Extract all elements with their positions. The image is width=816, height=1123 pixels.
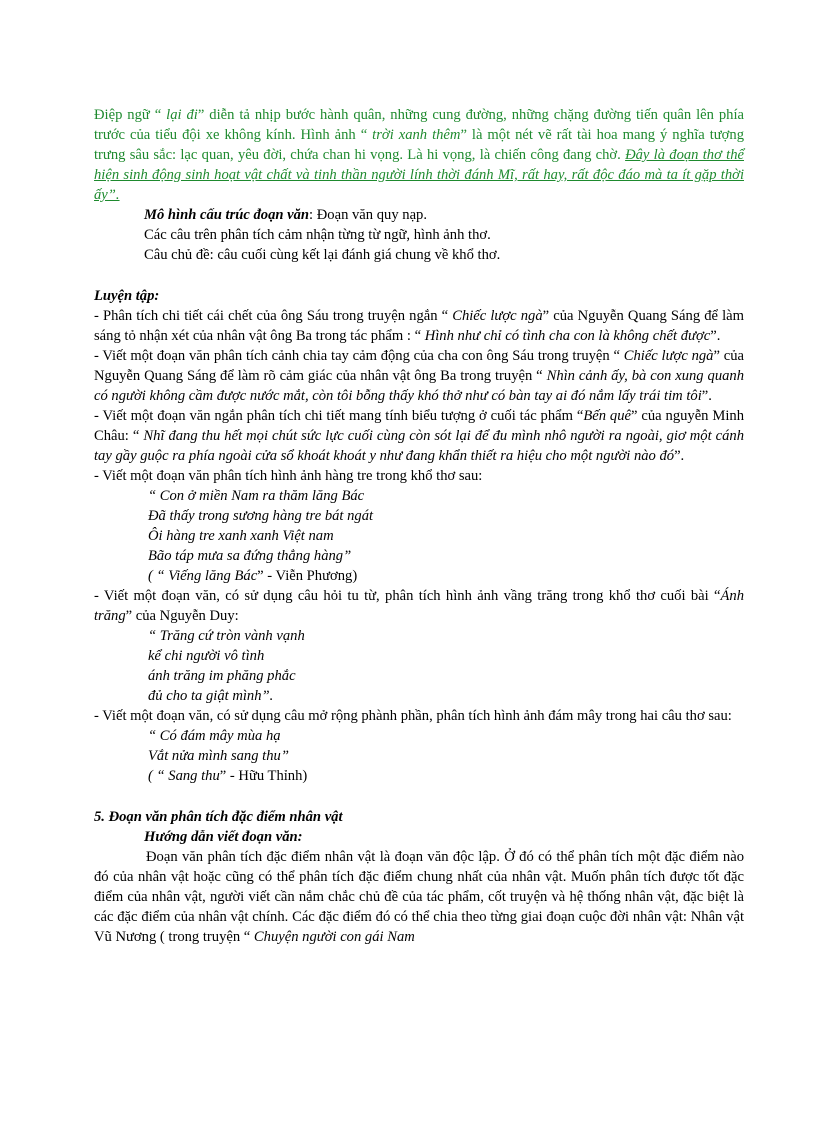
text-run: ” diễn tả nhịp bước hành quân, những cung đường, những chặng đường tiến quân lên phía trước của tiểu đội xe không kính. Hình ảnh “: [94, 107, 745, 143]
poem-line: đủ cho ta giật mình”.: [148, 688, 274, 704]
green-analysis-paragraph: [94, 105, 744, 205]
section-5-body: Đoạn văn phân tích đặc điểm nhân vật là đoạn văn độc lập. Ở đó có thể phân tích một đặc điểm nào đó của nhân vật hoặc cũng có thể phân tích đặc điểm chung nhất của nhân vật. Muốn phân tích được tốt đặc điểm của nhân vật, người viết cần nắm chắc chủ đề của tác phẩm, cốt truyện và hệ thống nhân vật, đặc biệt là các đặc điểm của nhân vật chính. Các đặc điểm đó có thể chia theo từng giai đoạn cuộc đời nhân vật: Nhân vật Vũ Nương ( trong truyện “ Chuyện người con gái Nam: [94, 849, 744, 945]
model-line-3: Câu chủ đề: câu cuối cùng kết lại đánh giá chung về khổ thơ.: [144, 247, 501, 263]
section-5-heading: 5. Đoạn văn phân tích đặc điểm nhân vật: [94, 809, 343, 825]
poem-line: ánh trăng im phăng phắc: [148, 668, 296, 684]
poem-line: Ôi hàng tre xanh xanh Việt nam: [148, 528, 334, 544]
practice-item-5: - Viết một đoạn văn, có sử dụng câu hỏi tu từ, phân tích hình ảnh vầng trăng trong khổ thơ cuối bài “Ánh trăng” của Nguyễn Duy:: [94, 588, 744, 624]
model-value: : Đoạn văn quy nạp.: [309, 207, 427, 223]
poem-line: “ Trăng cứ tròn vành vạnh: [148, 628, 305, 644]
text-run: ” là một nét vẽ rất tài hoa mang ý nghĩa tượng trưng sâu sắc: lạc quan, yêu đời, chứa chan hi vọng. Là hi vọng, là chiến công đang chờ.: [94, 127, 744, 163]
italic-quote: trời xanh thêm: [372, 127, 461, 143]
poem-source: ( “ Sang thu” - Hữu Thỉnh): [148, 768, 308, 784]
poem-line: “ Con ở miền Nam ra thăm lăng Bác: [148, 488, 365, 504]
poem-source: ( “ Viếng lăng Bác” - Viễn Phương): [148, 568, 358, 584]
poem-line: Bão táp mưa sa đứng thẳng hàng”: [148, 548, 352, 564]
practice-item-2: - Viết một đoạn văn phân tích cảnh chia tay cảm động của cha con ông Sáu trong truyện “ Chiếc lược ngà” của Nguyễn Quang Sáng để làm rõ cảm giác của nhân vật ông Ba trong truyện “ Nhìn cảnh ấy, bà con xung quanh có người không cầm được nước mắt, còn tôi bỗng thấy khó thở như có bàn tay ai đó nắm lấy trái tim tôi”.: [94, 348, 745, 404]
poem-line: Đã thấy trong sương hàng tre bát ngát: [148, 508, 374, 524]
model-label: Mô hình cấu trúc đoạn văn: [144, 207, 310, 223]
poem-line: Vắt nửa mình sang thu”: [148, 748, 289, 764]
practice-item-6: - Viết một đoạn văn, có sử dụng câu mở rộng phành phần, phân tích hình ảnh đám mây trong hai câu thơ sau:: [94, 708, 732, 724]
section-5-subheading: Hướng dẫn viết đoạn văn:: [144, 829, 303, 845]
underlined-conclusion: Đây là đoạn thơ thể hiện sinh động sinh hoạt vật chất và tinh thần người lính thời đánh Mĩ, rất hay, rất độc đáo mà ta ít gặp thời ấy”.: [94, 147, 744, 203]
practice-heading: Luyện tập:: [94, 288, 160, 304]
poem-line: “ Có đám mây mùa hạ: [148, 728, 281, 744]
italic-quote: lại đi: [166, 107, 198, 123]
model-line-2: Các câu trên phân tích cảm nhận từng từ ngữ, hình ảnh thơ.: [144, 227, 491, 243]
document-page: [94, 105, 744, 947]
text-run: Điệp ngữ “: [94, 107, 167, 123]
model-structure-line: [94, 205, 744, 225]
poem-line: kể chi người vô tình: [148, 648, 265, 664]
practice-item-3: - Viết một đoạn văn ngắn phân tích chi tiết mang tính biểu tượng ở cuối tác phẩm “Bến quê” của nguyễn Minh Châu: “ Nhĩ đang thu hết mọi chút sức lực cuối cùng còn sót lại để đu mình nhô người ra ngoài, giơ một cánh tay gầy guộc ra phía ngoài cửa sổ khoát khoát y như đang khẩn thiết ra hiệu cho một người nào đó”.: [94, 408, 745, 464]
practice-item-1: - Phân tích chi tiết cái chết của ông Sáu trong truyện ngắn “ Chiếc lược ngà” của Nguyễn Quang Sáng để làm sáng tỏ nhận xét của nhân vật ông Ba trong tác phẩm : “ Hình như chỉ có tình cha con là không chết được”.: [94, 308, 744, 344]
practice-item-4: - Viết một đoạn văn phân tích hình ảnh hàng tre trong khổ thơ sau:: [94, 468, 483, 484]
